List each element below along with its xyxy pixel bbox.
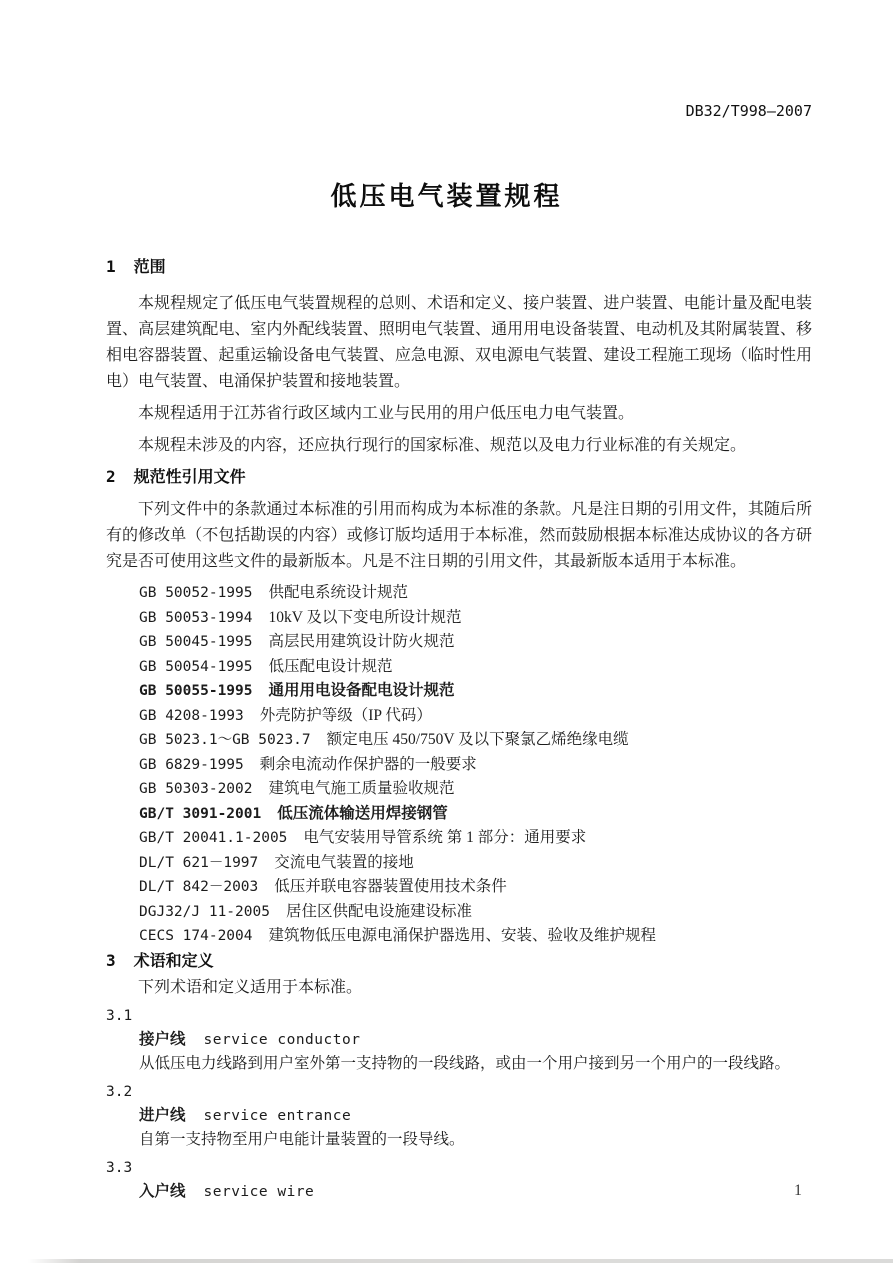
reference-item (139, 728, 812, 753)
reference-item (139, 875, 812, 900)
reference-item (139, 630, 812, 655)
reference-item (139, 606, 812, 631)
section-1-paragraph-3: 本规程未涉及的内容，还应执行现行的国家标准、规范以及电力行业标准的有关规定。 (138, 437, 747, 454)
reference-title: 低压配电设计规范 (268, 657, 393, 675)
term-heading (139, 1104, 812, 1128)
section-2-intro: 下列文件中的条款通过本标准的引用而构成为本标准的条款。凡是注日期的引用文件，其随后所有的修改单（不包括勘误的内容）或修订版均适用于本标准，然而鼓励根据本标准达成协议的各方研究是否可使用这些文件的最新版本。凡是不注日期的引用文件，其最新版本适用于本标准。 (106, 501, 812, 570)
document-body (0, 257, 893, 1204)
reference-code: GB 4208-1993 (139, 707, 244, 724)
scan-shadow-edge (28, 1259, 893, 1263)
reference-title: 建筑物低压电源电涌保护器选用、安装、验收及维护规程 (268, 927, 657, 944)
section-3-intro: 下列术语和定义适用于本标准。 (138, 978, 363, 996)
term-number: 3.1 (106, 1007, 133, 1024)
term-name-en: service entrance (203, 1107, 352, 1124)
reference-title: 剩余电流动作保护器的一般要求 (259, 755, 477, 773)
reference-code: GB/T 3091-2001 (139, 805, 262, 822)
section-3-number: 3 (106, 950, 116, 970)
term-name-en: service wire (203, 1183, 315, 1200)
standard-code: DB32/T998—2007 (685, 102, 812, 120)
term-name-en: service conductor (203, 1031, 361, 1048)
reference-title: 低压并联电容器装置使用技术条件 (274, 878, 507, 895)
reference-title: 10kV 及以下变电所设计规范 (268, 608, 462, 626)
section-1-paragraph-2: 本规程适用于江苏省行政区域内工业与民用的用户低压电力电气装置。 (138, 405, 635, 422)
page-number: 1 (794, 1182, 802, 1199)
section-1-title: 范围 (133, 259, 166, 276)
reference-code: GB 50054-1995 (139, 658, 253, 675)
section-1-number: 1 (106, 257, 116, 276)
section-3-heading (106, 951, 812, 971)
reference-code: GB 50303-2002 (139, 781, 253, 797)
term-name-cn: 进户线 (139, 1106, 186, 1124)
term-definition-block (106, 1156, 812, 1204)
section-1-heading (106, 257, 812, 277)
reference-title: 交流电气装置的接地 (274, 853, 414, 871)
reference-item (139, 704, 812, 729)
reference-title: 电气安装用导管系统 第 1 部分：通用要求 (303, 829, 587, 846)
reference-item (139, 802, 812, 827)
reference-title: 低压流体输送用焊接钢管 (277, 804, 448, 822)
reference-code: GB 50045-1995 (139, 634, 253, 650)
term-definition: 从低压电力线路到用户室外第一支持物的一段线路，或由一个用户接到另一个用户的一段线路。 (139, 1054, 791, 1072)
reference-item (139, 851, 812, 876)
reference-title: 供配电系统设计规范 (268, 584, 409, 601)
section-2-heading (106, 467, 812, 487)
reference-title: 高层民用建筑设计防火规范 (268, 633, 455, 650)
reference-code: GB 50055-1995 (139, 683, 253, 699)
normative-references-list (139, 581, 812, 949)
section-1-paragraph-1: 本规程规定了低压电气装置规程的总则、术语和定义、接户装置、进户装置、电能计量及配电装置、高层建筑配电、室内外配线装置、照明电气装置、通用用电设备装置、电动机及其附属装置、移相电容器装置、起重运输设备电气装置、应急电源、双电源电气装置、建设工程施工现场（临时性用电）电气装置、电涌保护装置和接地装置。 (106, 295, 812, 390)
section-2-number: 2 (106, 467, 116, 486)
reference-title: 居住区供配电设施建设标准 (285, 902, 472, 920)
reference-code: CECS 174-2004 (139, 928, 253, 944)
reference-item (139, 924, 812, 949)
reference-code: GB 5023.1～GB 5023.7 (139, 732, 311, 748)
term-definition: 自第一支持物至用户电能计量装置的一段导线。 (139, 1130, 465, 1148)
document-title: 低压电气装置规程 (330, 181, 563, 211)
reference-item (139, 679, 812, 704)
term-definition-block (106, 1080, 812, 1152)
section-3-title: 术语和定义 (133, 952, 214, 970)
reference-code: GB 50053-1994 (139, 609, 253, 626)
reference-code: DL/T 842－2003 (139, 879, 259, 895)
term-number: 3.3 (106, 1159, 133, 1176)
term-definition-block (106, 1004, 812, 1076)
term-number: 3.2 (106, 1083, 133, 1100)
reference-title: 建筑电气施工质量验收规范 (268, 780, 455, 797)
term-name-cn: 接户线 (139, 1030, 186, 1048)
term-name-cn: 入户线 (139, 1182, 186, 1200)
reference-code: GB 50052-1995 (139, 585, 253, 601)
reference-title: 外壳防护等级（IP 代码） (259, 706, 432, 724)
reference-item (139, 777, 812, 802)
section-2-title: 规范性引用文件 (133, 469, 246, 486)
reference-item (139, 655, 812, 680)
term-heading (139, 1180, 812, 1204)
reference-title: 通用用电设备配电设计规范 (268, 682, 455, 699)
reference-code: DL/T 621－1997 (139, 854, 259, 871)
reference-title: 额定电压 450/750V 及以下聚氯乙烯绝缘电缆 (326, 731, 629, 748)
reference-code: DGJ32/J 11-2005 (139, 903, 270, 920)
reference-code: GB 6829-1995 (139, 756, 244, 773)
reference-item (139, 581, 812, 606)
reference-item (139, 826, 812, 851)
reference-code: GB/T 20041.1-2005 (139, 830, 288, 846)
reference-item (139, 900, 812, 925)
reference-item (139, 753, 812, 778)
term-heading (139, 1028, 812, 1052)
